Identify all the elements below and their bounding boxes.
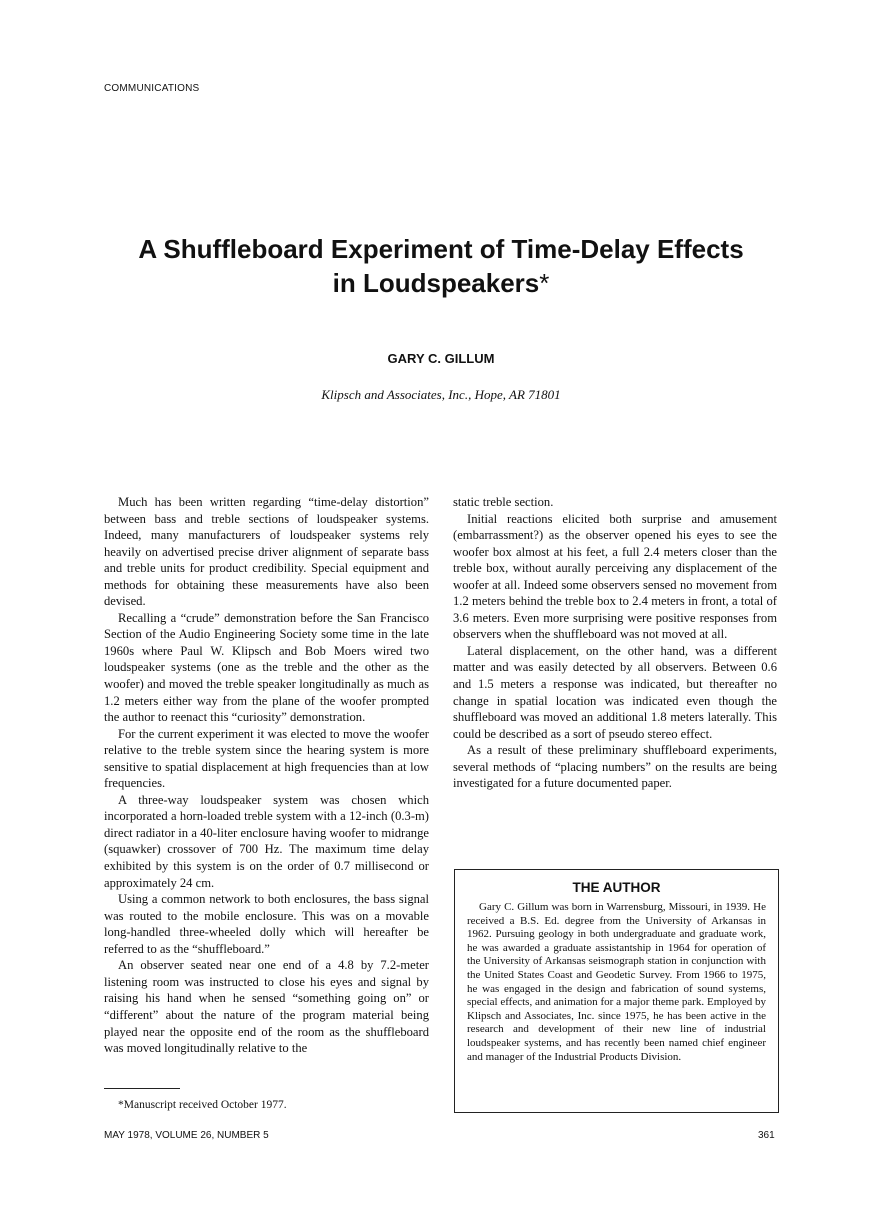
paragraph: As a result of these preliminary shuffleboard experiments, several methods of “placing numbers” on the results are being investigated for a future documented paper. <box>453 743 777 791</box>
title-line-2: in Loudspeakers <box>332 268 540 298</box>
body-column-right <box>453 494 777 792</box>
paragraph: Much has been written regarding “time-delay distortion” between bass and treble sections of loudspeaker systems. Indeed, many manufacturers of loudspeaker systems rely heavily on advertised precise driver alignment of separate bass and treble units for product credibility. Special equipment and methods for obtaining these measurements have also been devised. <box>104 495 429 609</box>
journal-issue: MAY 1978, VOLUME 26, NUMBER 5 <box>104 1130 269 1141</box>
body-column-left <box>104 494 429 1057</box>
author-affiliation: Klipsch and Associates, Inc., Hope, AR 71801 <box>321 387 561 402</box>
paragraph: Using a common network to both enclosures, the bass signal was routed to the mobile enclosure. This was on a movable long-handled three-wheeled dolly which will hereafter be referred to as the “shuffleboard.” <box>104 892 429 956</box>
paragraph: Initial reactions elicited both surprise and amusement (embarrassment?) as the observer opened his eyes to see the woofer box almost at his feet, a full 2.4 meters closer than the treble box, without aurally perceiving any displacement of the woofer at all. Indeed some observers sensed no movement from 1.2 meters behind the treble box to 2.4 meters in front, a total of 3.6 meters. Even more surprising were positive responses from observers when the shuffleboard was not moved at all. <box>453 511 777 642</box>
page-number: 361 <box>758 1130 775 1141</box>
paragraph: An observer seated near one end of a 4.8 by 7.2-meter listening room was instructed to close his eyes and signal by raising his hand when he sensed “something going on” or “different” about the nature of the program material being played near the opposite end of the room as the shuffleboard was moved longitudinally relative to the <box>104 958 429 1056</box>
paragraph: A three-way loudspeaker system was chosen which incorporated a horn-loaded treble system with a 12-inch (0.3-m) direct radiator in a 40-liter enclosure having woofer to midrange (squawker) crossover of 700 Hz. The maximum time delay exhibited by this system is on the order of 0.7 millisecond or approximately 24 cm. <box>104 792 429 890</box>
paragraph: For the current experiment it was elected to move the woofer relative to the treble system since the hearing system is more sensitive to spatial displacement at high frequencies than at low frequencies. <box>104 726 429 791</box>
title-footnote-marker: * <box>539 268 550 298</box>
author-bio-heading: THE AUTHOR <box>572 880 661 895</box>
section-header: COMMUNICATIONS <box>104 83 200 94</box>
author-bio-text: Gary C. Gillum was born in Warrensburg, Missouri, in 1939. He received a B.S. Ed. degree from the University of Arkansas in 1962. Pursuing geology in both undergraduate and graduate work, he was awarded a graduate assistantship in 1964 for operation of the University of Arkansas seismograph station in conjunction with the United States Coast and Geodetic Survey. From 1966 to 1975, he was engaged in the design and fabrication of sound systems, special effects, and animation for a major theme park. Employed by Klipsch and Associates, Inc. since 1975, he has been active in the research and development of their new line of industrial loudspeaker systems, and has recently been named chief engineer and manager of the Industrial Products Division. <box>467 901 766 1063</box>
paragraph: static treble section. <box>453 495 554 509</box>
paragraph: Recalling a “crude” demonstration before the San Francisco Section of the Audio Engineering Society some time in the late 1960s where Paul W. Klipsch and Bob Moers wired two loudspeaker systems (one as the treble and the other as the woofer) and moved the treble speaker longitudinally as much as 1.2 meters either way from the plane of the woofer prompted the author to reenact this “curiosity” demonstration. <box>104 610 429 725</box>
title-line-1: A Shuffleboard Experiment of Time-Delay Effects <box>138 234 744 264</box>
author-bio-box <box>454 869 779 1113</box>
author-name: GARY C. GILLUM <box>387 351 495 366</box>
article-title <box>0 232 882 300</box>
footnote-divider <box>104 1088 180 1089</box>
footnote: *Manuscript received October 1977. <box>118 1099 287 1111</box>
paragraph: Lateral displacement, on the other hand, was a different matter and was easily detected by all observers. Between 0.6 and 1.5 meters a response was indicated, but thereafter no change in spatial location was indicated even though the shuffleboard was moved an additional 1.8 meters laterally. This could be described as a sort of pseudo stereo effect. <box>453 643 777 741</box>
